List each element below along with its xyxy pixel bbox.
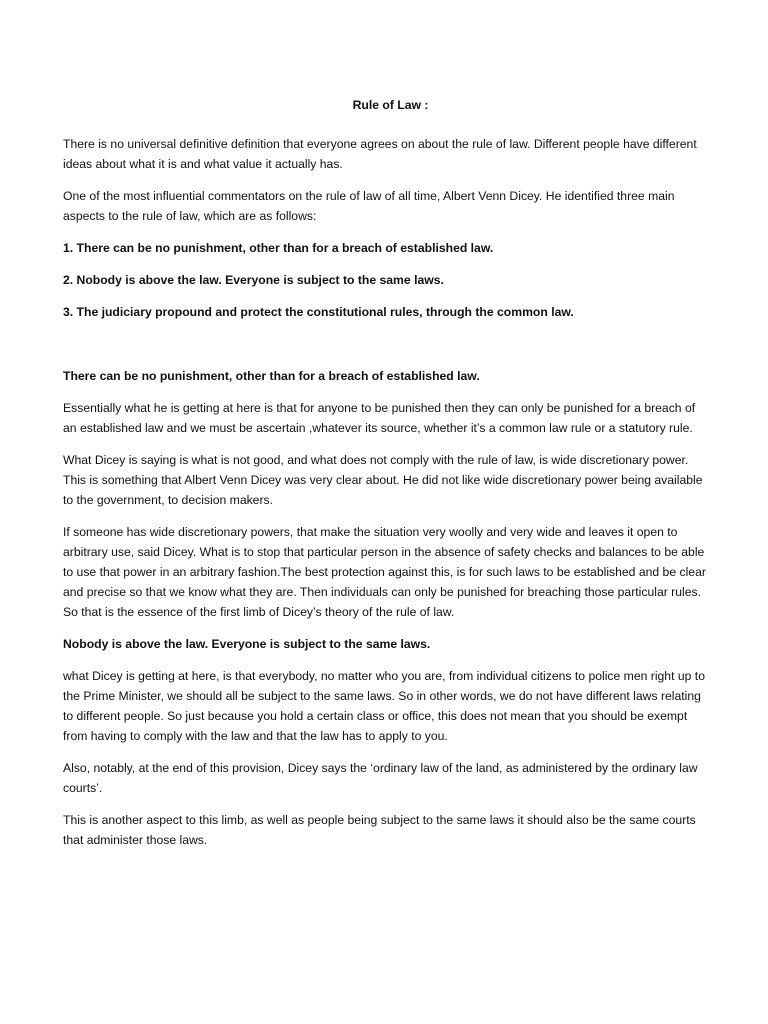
aspect-list-item-1: 1. There can be no punishment, other than for a breach of established law. — [63, 241, 494, 255]
aspect-list-item-3: 3. The judiciary propound and protect the constitutional rules, through the common law. — [63, 305, 574, 319]
body-paragraph: Also, notably, at the end of this provision, Dicey says the ‘ordinary law of the land, as administered by the ordinary law courts’. — [63, 761, 698, 795]
intro-paragraph: There is no universal definitive definition that everyone agrees on about the rule of law. Different people have different ideas about what it is and what value it actually has. — [63, 137, 697, 171]
body-paragraph: What Dicey is saying is what is not good, and what does not comply with the rule of law, is wide discretionary power. This is something that Albert Venn Dicey was very clear about. He did not like wide discretionary power being available to the government, to decision makers. — [63, 453, 703, 507]
section-heading-above-law: Nobody is above the law. Everyone is subject to the same laws. — [63, 637, 431, 651]
section-heading-punishment: There can be no punishment, other than for a breach of established law. — [63, 369, 480, 383]
section-spacer — [63, 334, 710, 366]
dicey-intro-paragraph: One of the most influential commentators on the rule of law of all time, Albert Venn Dicey. He identified three main aspects to the rule of law, which are as follows: — [63, 189, 675, 223]
body-paragraph: what Dicey is getting at here, is that everybody, no matter who you are, from individual citizens to police men right up to the Prime Minister, we should all be subject to the same laws. So in other words, we do not have different laws relating to different people. So just because you hold a certain class or office, this does not mean that you should be exempt from having to comply with the law and that the law has to apply to you. — [63, 669, 705, 743]
body-paragraph: Essentially what he is getting at here is that for anyone to be punished then they can only be punished for a breach of an established law and we must be ascertain ,whatever its source, whether it’s a common law rule or a statutory rule. — [63, 401, 696, 435]
body-paragraph: If someone has wide discretionary powers, that make the situation very woolly and very wide and leaves it open to arbitrary use, said Dicey. What is to stop that particular person in the absence of safety checks and balances to be able to use that power in an arbitrary fashion.The best protection against this, is for such laws to be established and be clear and precise so that we know what they are. Then individuals can only be punished for breaching those particular rules. So that is the essence of the first limb of Dicey’s theory of the rule of law. — [63, 525, 706, 619]
body-paragraph: This is another aspect to this limb, as well as people being subject to the same laws it should also be the same courts that administer those laws. — [63, 813, 696, 847]
aspect-list-item-2: 2. Nobody is above the law. Everyone is subject to the same laws. — [63, 273, 444, 287]
document-title: Rule of Law : — [352, 98, 429, 112]
